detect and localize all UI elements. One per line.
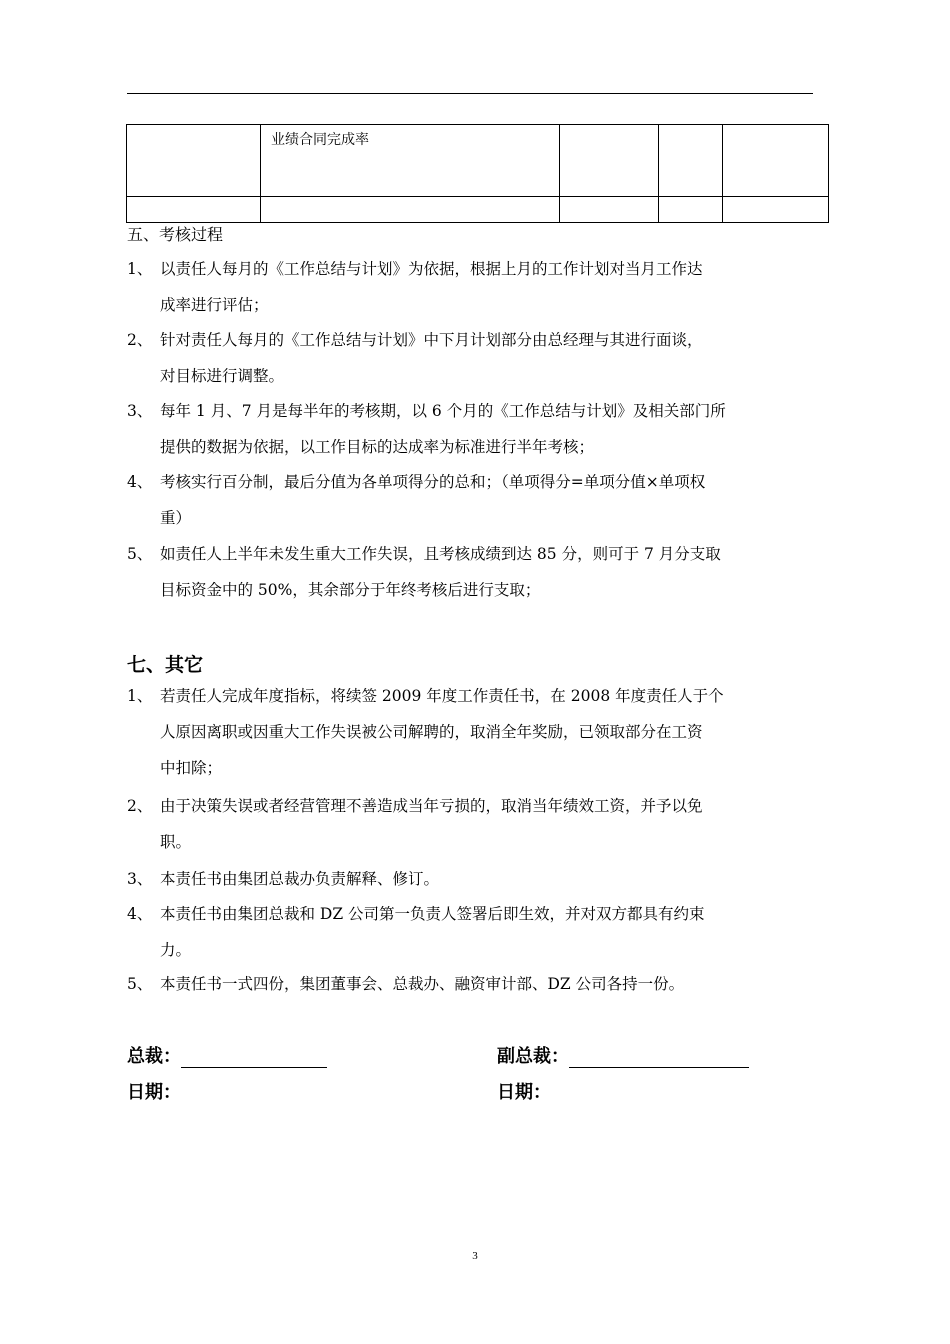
item-number: 5、 xyxy=(127,975,153,993)
date-right: 日期： xyxy=(497,1082,551,1103)
header-rule xyxy=(127,93,813,94)
item-text: 本责任书由集团总裁和 DZ 公司第一负责人签署后即生效，并对双方都具有约束 xyxy=(160,905,705,923)
table-cell xyxy=(127,125,261,197)
item-text-cont: 成率进行评估； xyxy=(160,296,269,314)
table-cell xyxy=(560,197,659,223)
section-7-heading: 七、其它 xyxy=(127,654,204,676)
date-left: 日期： xyxy=(127,1082,181,1103)
item-text-cont: 重） xyxy=(160,509,192,527)
table-cell xyxy=(127,197,261,223)
table-cell xyxy=(261,197,560,223)
table-row xyxy=(127,197,829,223)
list-item xyxy=(127,464,827,536)
table-cell xyxy=(723,197,829,223)
item-number: 4、 xyxy=(127,905,153,923)
president-signature xyxy=(127,1042,327,1068)
list-item xyxy=(127,678,827,786)
item-text-cont: 中扣除； xyxy=(160,759,223,777)
item-text-cont: 目标资金中的 50%，其余部分于年终考核后进行支取； xyxy=(160,581,541,599)
item-number: 4、 xyxy=(127,473,153,491)
item-text: 若责任人完成年度指标，将续签 2009 年度工作责任书，在 2008 年度责任人于个 xyxy=(160,687,724,705)
item-text-cont: 职。 xyxy=(160,833,192,851)
table-cell xyxy=(723,125,829,197)
vp-label: 副总裁： xyxy=(497,1046,569,1067)
vp-signature-line[interactable] xyxy=(569,1049,749,1068)
item-text-cont: 人原因离职或因重大工作失误被公司解聘的，取消全年奖励，已领取部分在工资 xyxy=(160,723,703,741)
list-item xyxy=(127,393,827,465)
item-number: 2、 xyxy=(127,797,153,815)
item-text: 由于决策失误或者经营管理不善造成当年亏损的，取消当年绩效工资，并予以免 xyxy=(160,797,703,815)
item-text: 考核实行百分制，最后分值为各单项得分的总和；（单项得分=单项分值×单项权 xyxy=(160,473,706,491)
list-item xyxy=(127,788,827,860)
item-text: 每年 1 月、7 月是每半年的考核期，以 6 个月的《工作总结与计划》及相关部门所 xyxy=(160,402,726,420)
list-item xyxy=(127,861,827,897)
item-text: 以责任人每月的《工作总结与计划》为依据，根据上月的工作计划对当月工作达 xyxy=(160,260,703,278)
president-label: 总裁： xyxy=(127,1046,181,1067)
list-item xyxy=(127,536,827,608)
item-number: 1、 xyxy=(127,687,153,705)
item-number: 3、 xyxy=(127,402,153,420)
table-row xyxy=(127,125,829,197)
item-number: 5、 xyxy=(127,545,153,563)
item-text-cont: 提供的数据为依据，以工作目标的达成率为标准进行半年考核； xyxy=(160,438,595,456)
list-item xyxy=(127,966,827,1002)
list-item xyxy=(127,322,827,394)
item-number: 2、 xyxy=(127,331,153,349)
metric-label-cell: 业绩合同完成率 xyxy=(261,125,560,197)
item-text: 如责任人上半年未发生重大工作失误，且考核成绩到达 85 分，则可于 7 月分支取 xyxy=(160,545,721,563)
page-number: 3 xyxy=(472,1250,478,1262)
item-number: 1、 xyxy=(127,260,153,278)
item-number: 3、 xyxy=(127,870,153,888)
item-text: 本责任书一式四份，集团董事会、总裁办、融资审计部、DZ 公司各持一份。 xyxy=(160,975,685,993)
list-item xyxy=(127,896,827,968)
item-text: 针对责任人每月的《工作总结与计划》中下月计划部分由总经理与其进行面谈， xyxy=(160,331,703,349)
table-cell xyxy=(659,197,723,223)
section-5-heading: 五、考核过程 xyxy=(127,225,224,244)
table-cell xyxy=(659,125,723,197)
item-text-cont: 力。 xyxy=(160,941,192,959)
vp-signature xyxy=(497,1042,749,1068)
item-text-cont: 对目标进行调整。 xyxy=(160,367,285,385)
metrics-table xyxy=(126,124,829,223)
item-text: 本责任书由集团总裁办负责解释、修订。 xyxy=(160,870,440,888)
president-signature-line[interactable] xyxy=(181,1049,327,1068)
list-item xyxy=(127,251,827,323)
table-cell xyxy=(560,125,659,197)
